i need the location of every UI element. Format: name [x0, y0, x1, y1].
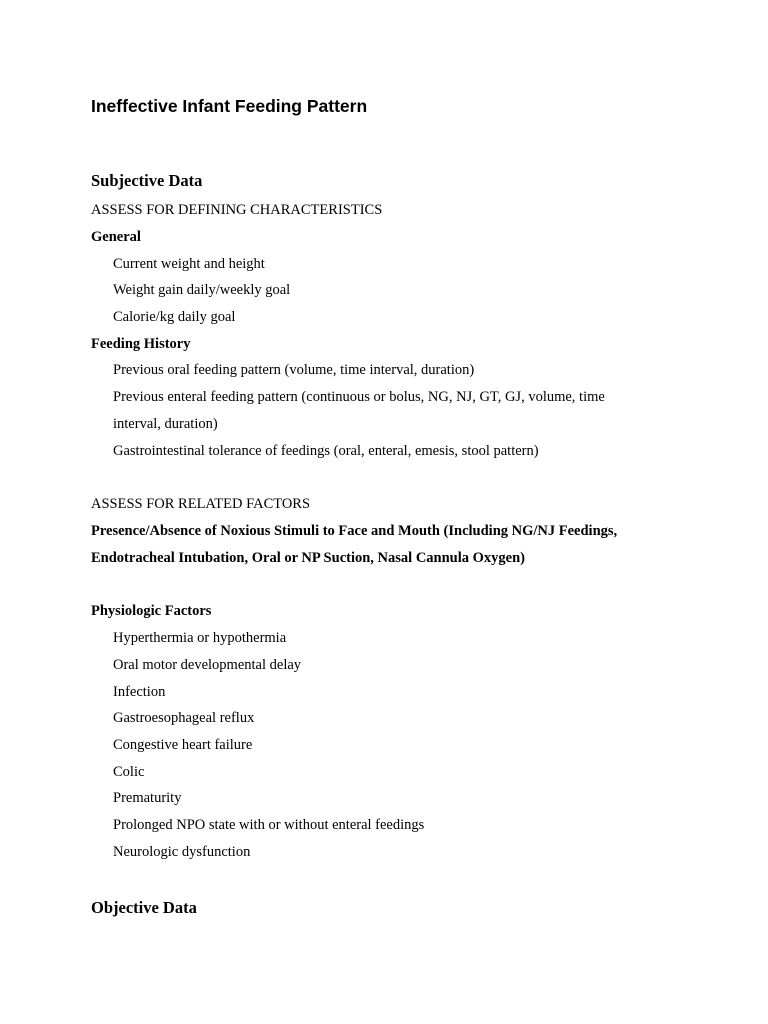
list-item: Congestive heart failure: [113, 737, 253, 753]
list-item: Previous oral feeding pattern (volume, time interval, duration): [113, 362, 475, 378]
list-item: Prolonged NPO state with or without enteral feedings: [113, 817, 425, 833]
noxious-stimuli-heading-continued: Endotracheal Intubation, Oral or NP Suction, Nasal Cannula Oxygen): [91, 550, 525, 566]
list-item: Weight gain daily/weekly goal: [113, 282, 291, 298]
objective-data-heading: Objective Data: [91, 898, 197, 917]
list-item: Infection: [113, 684, 166, 700]
list-item: Hyperthermia or hypothermia: [113, 630, 287, 646]
list-item: Colic: [113, 764, 145, 780]
general-label: General: [91, 229, 141, 245]
list-item: Prematurity: [113, 790, 182, 806]
list-item: Previous enteral feeding pattern (continuous or bolus, NG, NJ, GT, GJ, volume, time: [113, 389, 605, 405]
noxious-stimuli-heading: Presence/Absence of Noxious Stimuli to Face and Mouth (Including NG/NJ Feedings,: [91, 523, 618, 539]
list-item: Calorie/kg daily goal: [113, 309, 236, 325]
list-item: Neurologic dysfunction: [113, 844, 251, 860]
physiologic-factors-label: Physiologic Factors: [91, 603, 212, 619]
subjective-data-heading: Subjective Data: [91, 171, 203, 190]
list-item: Gastroesophageal reflux: [113, 710, 255, 726]
list-item: Gastrointestinal tolerance of feedings (oral, enteral, emesis, stool pattern): [113, 443, 539, 459]
list-item: Oral motor developmental delay: [113, 657, 302, 673]
list-item: Current weight and height: [113, 256, 265, 272]
related-factors-heading: ASSESS FOR RELATED FACTORS: [91, 496, 311, 512]
feeding-history-label: Feeding History: [91, 336, 191, 352]
defining-characteristics-heading: ASSESS FOR DEFINING CHARACTERISTICS: [91, 202, 383, 218]
list-item-continuation: interval, duration): [113, 416, 218, 432]
page-title: Ineffective Infant Feeding Pattern: [91, 96, 368, 116]
